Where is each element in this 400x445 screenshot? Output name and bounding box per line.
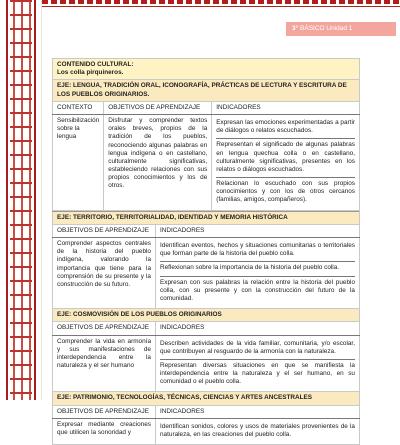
col-header-indicadores: INDICADORES [156, 224, 360, 237]
decorative-border [0, 0, 42, 400]
curriculum-table [52, 58, 360, 211]
indicador-item: Expresan las emociones experimentadas a partir de diálogos o relatos escuchados. [216, 117, 355, 139]
eje-row [53, 392, 360, 405]
col-header-contexto: CONTEXTO [53, 101, 104, 114]
contexto-cell: Sensibilización sobre la lengua [53, 114, 104, 210]
grade-unit-badge [286, 22, 396, 36]
col-header-objetivos: OBJETIVOS DE APRENDIZAJE [53, 322, 156, 335]
indicadores-cell [156, 335, 360, 392]
contenido-row [53, 59, 360, 80]
curriculum-table-container [52, 58, 360, 438]
contenido-cell [53, 59, 360, 80]
column-header-row [53, 405, 360, 418]
indicadores-cell [156, 418, 360, 444]
col-header-indicadores: INDICADORES [156, 405, 360, 418]
table-row [53, 335, 360, 392]
table-row [53, 114, 360, 210]
col-header-objetivos: OBJETIVOS DE APRENDIZAJE [53, 405, 156, 418]
indicador-item: Expresan con sus palabras la relación entre la historia del pueblo colla, con su presente y con la construcción del futuro de la comunidad. [160, 278, 355, 302]
indicadores-cell [156, 238, 360, 309]
column-header-row [53, 224, 360, 237]
grade-label: 3° [292, 25, 299, 32]
column-header-row [53, 322, 360, 335]
col-header-indicadores: INDICADORES [212, 101, 360, 114]
woven-pattern [10, 0, 32, 400]
unit-label: BÁSICO Unidad 1 [300, 25, 353, 32]
objetivo-cell: Comprender la vida en armonía y sus manifestaciones de interdependencia entre la naturaleza y el ser humano [53, 335, 156, 392]
column-header-row [53, 101, 360, 114]
indicador-item: Reflexionan sobre la importancia de la historia del pueblo colla. [160, 262, 355, 276]
indicador-item: Describen actividades de la vida familiar, comunitaria, y/o escolar, que contribuyen al resguardo de la armonía con la naturaleza. [160, 338, 355, 360]
col-header-objetivos: OBJETIVOS DE APRENDIZAJE [53, 224, 156, 237]
indicador-item: Relacionan lo escuchado con sus propios conocimientos y con los de otros cercanos (familias, amigos, compañeros). [216, 180, 355, 204]
contenido-value: Los colla pirquineros. [57, 69, 124, 77]
indicadores-cell [212, 114, 360, 210]
border-edge-line [6, 0, 8, 400]
top-decorative-stripe [42, 0, 400, 4]
indicador-item: Identifican eventos, hechos y situaciones comunitarias o territoriales que forman parte de la historia del pueblo colla. [160, 240, 355, 262]
curriculum-table-section-2 [52, 211, 360, 445]
col-header-indicadores: INDICADORES [156, 322, 360, 335]
objetivo-cell: Disfrutar y comprender textos orales breves, propios de la tradición de los pueblos, reconociendo algunas palabras en lengua indígena o en castellano, culturalmente significativas, estableciendo relaciones con sus propios conocimientos y los de otros. [104, 114, 212, 210]
table-row [53, 418, 360, 444]
eje-title: EJE: PATRIMONIO, TECNOLOGÍAS, TÉCNICAS, CIENCIAS Y ARTES ANCESTRALES [53, 392, 360, 405]
eje-title: EJE: TERRITORIO, TERRITORIALIDAD, IDENTIDAD Y MEMORIA HISTÓRICA [53, 211, 360, 224]
eje-row [53, 309, 360, 322]
indicador-item: Representan diversas situaciones en que se manifiesta la interdependencia entre la naturaleza y el ser humano, en su comunidad o el pueblo colla. [160, 361, 355, 386]
table-row [53, 238, 360, 309]
eje-row [53, 80, 360, 101]
objetivo-cell: Expresar mediante creaciones que utilicen la sonoridad y [53, 418, 156, 444]
eje-title: EJE: COSMOVISIÓN DE LOS PUEBLOS ORIGINARIOS [53, 309, 360, 322]
eje-row [53, 211, 360, 224]
indicador-item: Representan el significado de algunas palabras en lengua quechua colla o en castellano, culturalmente significativas, presentes en los relatos o diálogos escuchados. [216, 139, 355, 178]
contenido-label: CONTENIDO CULTURAL: [57, 61, 134, 68]
eje-title: EJE: LENGUA, TRADICIÓN ORAL, ICONOGRAFÍA, PRÁCTICAS DE LECTURA Y ESCRITURA DE LOS PUEBLOS ORIGINARIOS. [53, 80, 360, 101]
objetivo-cell: Comprender aspectos centrales de la historia del pueblo indígena, valorando la importancia que tiene para la comprensión de su presente y la construcción de su futuro. [53, 238, 156, 309]
indicador-item: Identifican sonidos, colores y usos de materiales provenientes de la naturaleza, en las creaciones del pueblo colla. [160, 422, 355, 438]
border-edge-line [34, 0, 36, 400]
col-header-objetivos: OBJETIVOS DE APRENDIZAJE [104, 101, 212, 114]
top-rule [42, 6, 400, 7]
